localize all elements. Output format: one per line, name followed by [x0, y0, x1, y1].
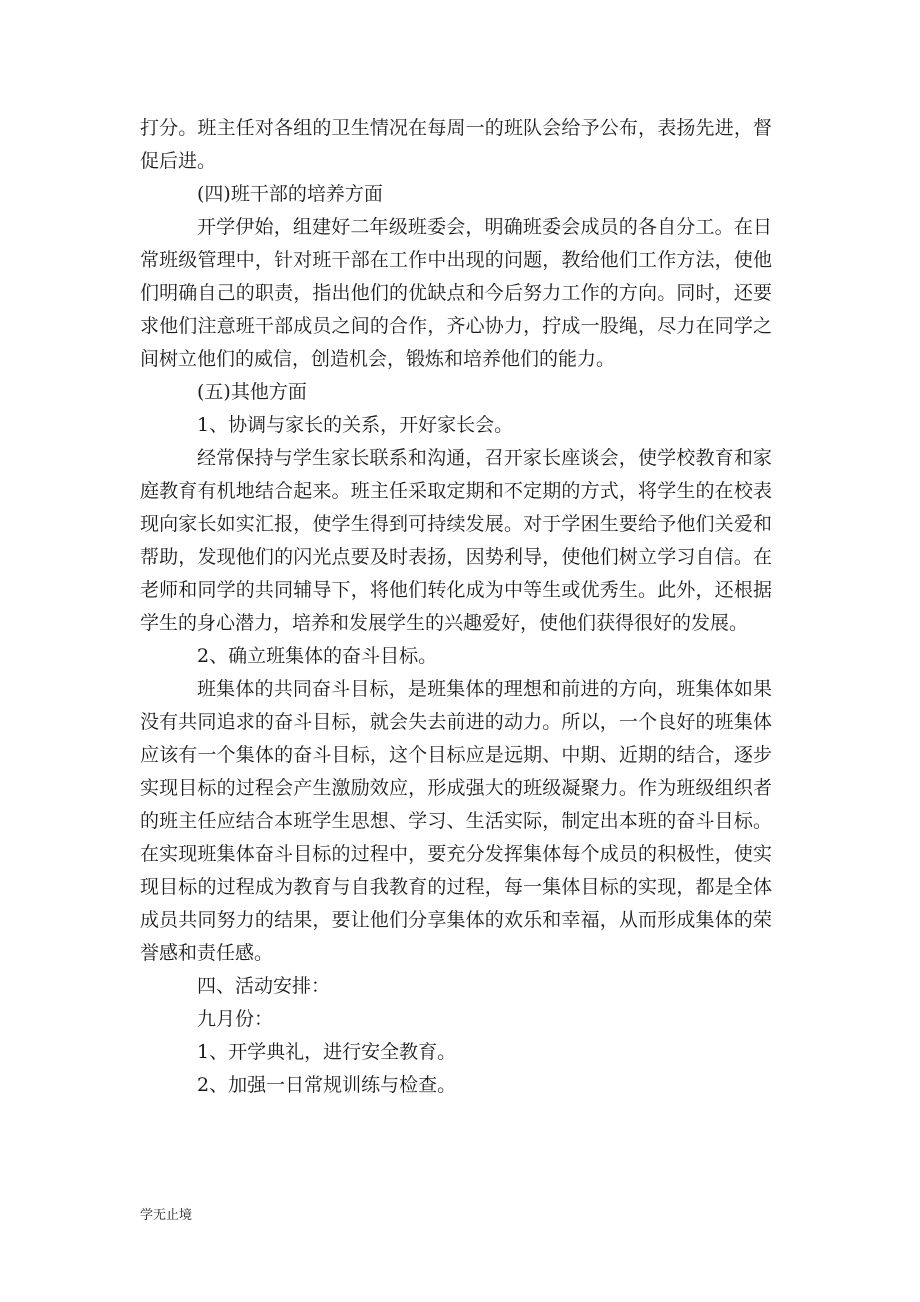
subsection-heading: 1、协调与家长的关系，开好家长会。	[197, 414, 514, 436]
paragraph: 打分。班主任对各组的卫生情况在每周一的班队会给予公布，表扬先进，督促后进。	[140, 117, 772, 172]
section-heading: (五)其他方面	[197, 381, 307, 403]
paragraph: 开学伊始，组建好二年级班委会，明确班委会成员的各自分工。在日常班级管理中，针对班干部在工作中出现的问题，教给他们工作方法，使他们明确自己的职责，指出他们的优缺点和今后努力工作的方向。同时，还要求他们注意班干部成员之间的合作，齐心协力，拧成一股绳，尽力在同学之间树立他们的威信，创造机会，锻炼和培养他们的能力。	[140, 216, 772, 370]
list-item: 1、开学典礼，进行安全教育。	[197, 1041, 457, 1063]
list-item: 2、加强一日常规训练与检查。	[197, 1074, 457, 1096]
subsection-heading: 2、确立班集体的奋斗目标。	[197, 645, 438, 667]
section-heading: (四)班干部的培养方面	[197, 183, 383, 205]
section-heading: 四、活动安排：	[197, 975, 331, 997]
paragraph: 经常保持与学生家长联系和沟通，召开家长座谈会，使学校教育和家庭教育有机地结合起来。班主任采取定期和不定期的方式，将学生的在校表现向家长如实汇报，使学生得到可持续发展。对于学困生要给予他们关爱和帮助，发现他们的闪光点要及时表扬，因势利导，使他们树立学习自信。在老师和同学的共同辅导下，将他们转化成为中等生或优秀生。此外，还根据学生的身心潜力，培养和发展学生的兴趣爱好，使他们获得很好的发展。	[140, 447, 772, 634]
document-body	[140, 112, 772, 1102]
paragraph: 班集体的共同奋斗目标，是班集体的理想和前进的方向，班集体如果没有共同追求的奋斗目标，就会失去前进的动力。所以，一个良好的班集体应该有一个集体的奋斗目标，这个目标应是远期、中期、近期的结合，逐步实现目标的过程会产生激励效应，形成强大的班级凝聚力。作为班级组织者的班主任应结合本班学生思想、学习、生活实际，制定出本班的奋斗目标。在实现班集体奋斗目标的过程中，要充分发挥集体每个成员的积极性，使实现目标的过程成为教育与自我教育的过程，每一集体目标的实现，都是全体成员共同努力的结果，要让他们分享集体的欢乐和幸福，从而形成集体的荣誉感和责任感。	[140, 678, 772, 964]
month-heading: 九月份：	[197, 1008, 274, 1030]
page-footer: 学无止境	[140, 1208, 193, 1223]
